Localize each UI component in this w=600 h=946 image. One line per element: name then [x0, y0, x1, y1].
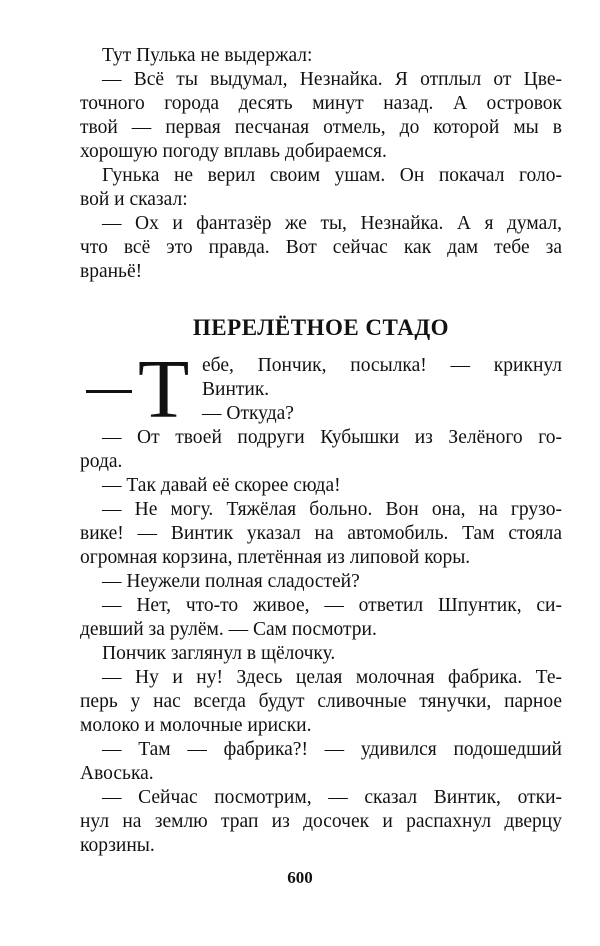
- text-line: — Ну и ну! Здесь целая молочная фабрика. Те-: [102, 667, 562, 688]
- text-line: — Нет, что-то живое, — ответил Шпунтик, си-: [102, 595, 562, 616]
- text-line: враньё!: [80, 261, 143, 282]
- dropcap-dash: [86, 390, 132, 393]
- text-line: что всё это правда. Вот сейчас как дам тебе за: [80, 237, 562, 258]
- text-line: Тут Пулька не выдержал:: [102, 45, 313, 66]
- text-line: — Там — фабрика?! — удивился подошедший: [102, 739, 562, 760]
- text-line: — Всё ты выдумал, Незнайка. Я отплыл от Цве-: [102, 69, 562, 90]
- text-line: вике! — Винтик указал на автомобиль. Там стояла: [80, 523, 562, 544]
- page-number: 600: [287, 868, 313, 887]
- text-line: нул на землю трап из досочек и распахнул дверцу: [80, 811, 562, 832]
- dropcap-paragraph: [80, 343, 562, 436]
- text-line: хорошую погоду вплавь добираемся.: [80, 141, 387, 162]
- text-line: точного города десять минут назад. А островок: [80, 93, 562, 114]
- dropcap-letter: Т: [138, 343, 190, 436]
- top-passage: [80, 44, 562, 284]
- text-line: Пончик заглянул в щёлочку.: [102, 643, 336, 664]
- book-page: [80, 44, 562, 858]
- text-line: — Неужели полная сладостей?: [102, 571, 360, 592]
- text-line: корзины.: [80, 835, 155, 856]
- text-line: молоко и молочные ириски.: [80, 715, 312, 736]
- text-line: огромная корзина, плетённая из липовой коры.: [80, 547, 471, 568]
- chapter-title: ПЕРЕЛЁТНОЕ СТАДО: [192, 315, 450, 340]
- text-line: твой — первая песчаная отмель, до которой мы в: [80, 117, 562, 138]
- text-line: перь у нас всегда будут сливочные тянучки, парное: [80, 691, 562, 712]
- text-line: Авоська.: [80, 763, 154, 784]
- text-line: рода.: [80, 451, 123, 472]
- text-line: ебе, Пончик, посылка! — крикнул: [202, 355, 562, 376]
- text-line: вой и сказал:: [80, 189, 188, 210]
- text-line: Гунька не верил своим ушам. Он покачал голо-: [102, 165, 562, 186]
- text-line: — Откуда?: [202, 403, 294, 424]
- text-line: — Так давай её скорее сюда!: [102, 475, 341, 496]
- dropcap-lines: [202, 354, 562, 426]
- text-line: Винтик.: [202, 379, 270, 400]
- text-line: — От твоей подруги Кубышки из Зелёного го-: [102, 427, 562, 448]
- chapter-body: [80, 426, 562, 858]
- text-line: — Не могу. Тяжёлая больно. Вон она, на грузо-: [102, 499, 562, 520]
- text-line: — Ох и фантазёр же ты, Незнайка. А я думал,: [102, 213, 562, 234]
- text-line: — Сейчас посмотрим, — сказал Винтик, отки-: [102, 787, 562, 808]
- text-line: девший за рулём. — Сам посмотри.: [80, 619, 377, 640]
